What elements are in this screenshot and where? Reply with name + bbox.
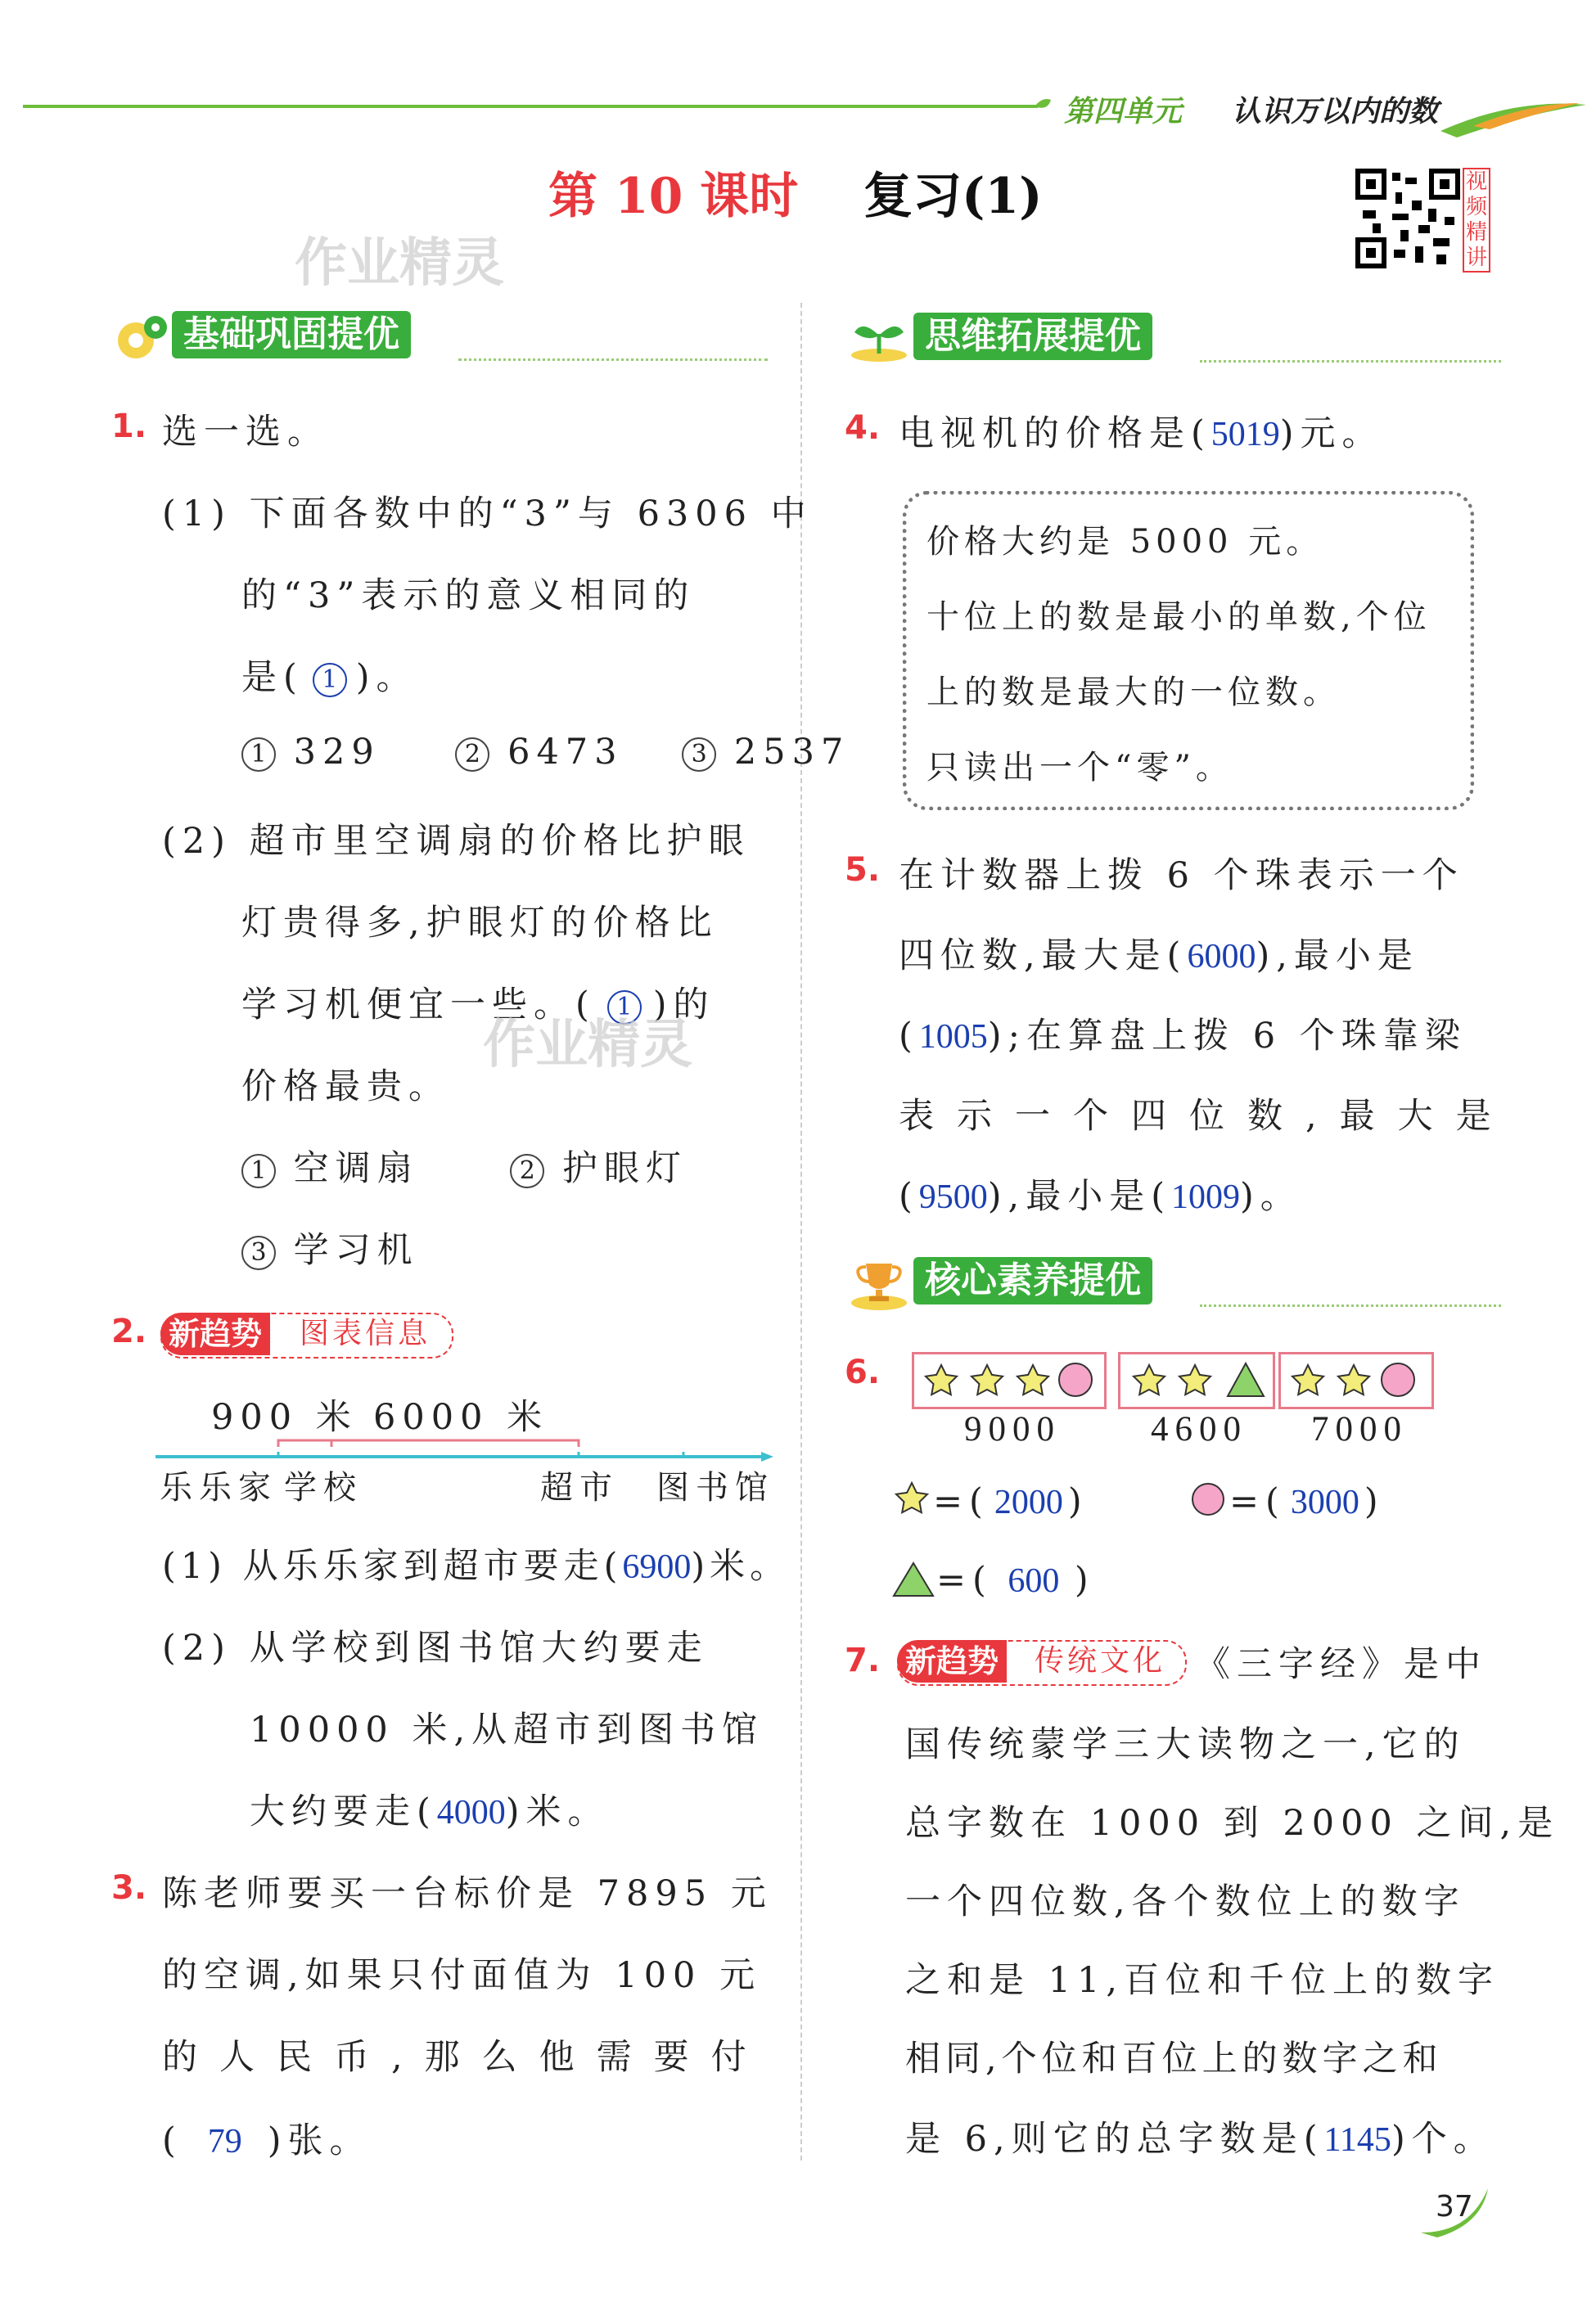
- distance-6000: 6000 米: [373, 1397, 549, 1438]
- q7-line6: 相同,个位和百位上的数字之和: [905, 2039, 1443, 2079]
- q6-sum-2: 4600: [1151, 1410, 1247, 1449]
- q4-hint-1: 价格大约是 5000 元。: [926, 523, 1324, 561]
- q7-line1: 《三字经》是中: [1195, 1644, 1487, 1685]
- q4-number: 4.: [845, 409, 881, 447]
- q6-circle-equation: =( 3000 ): [1229, 1481, 1385, 1522]
- gears-icon: [111, 309, 170, 363]
- q5-line5: (9500),最小是(1009)。: [899, 1176, 1302, 1217]
- q2-2-answer: 4000: [436, 1794, 506, 1832]
- q7-line3: 总字数在 1000 到 2000 之间,是: [905, 1803, 1560, 1844]
- q1-2-option3: 学习机: [293, 1230, 419, 1271]
- q2-tag-text: 图表信息: [300, 1317, 431, 1350]
- q4-answer: 5019: [1211, 416, 1280, 453]
- section-basic-underline: [458, 358, 768, 361]
- q1-1-line2: 的“3”表示的意义相同的: [241, 575, 696, 616]
- place-home: 乐乐家: [160, 1469, 277, 1507]
- swoosh-icon: [1440, 90, 1588, 139]
- q3-answer: 79: [207, 2123, 242, 2161]
- q1-1-option1: 329: [293, 732, 381, 773]
- q5-number: 5.: [845, 851, 881, 889]
- section-core-title: 核心素养提优: [913, 1257, 1152, 1304]
- q6-number: 6.: [845, 1354, 881, 1391]
- q6-star-equation: =( 2000 ): [933, 1481, 1089, 1522]
- q1-1-answer: 1: [313, 663, 347, 697]
- q2-tag: 新趋势: [160, 1313, 270, 1355]
- lesson-number: 第 10 课时: [548, 168, 799, 225]
- q3-line3: 的人民币,那么他需要付: [162, 2037, 769, 2078]
- unit-title: 认识万以内的数: [1232, 95, 1439, 128]
- q6-sum-1: 9000: [964, 1410, 1061, 1449]
- star-icon: [1134, 1365, 1165, 1395]
- q1-2-line3: 学习机便宜一些。( 1 )的: [241, 985, 715, 1025]
- q4-hint-2: 十位上的数是最小的单数,个位: [926, 598, 1431, 636]
- q7-line5: 之和是 11,百位和千位上的数字: [905, 1960, 1500, 2001]
- triangle-icon: [892, 1560, 935, 1599]
- star-icon: [1292, 1365, 1323, 1395]
- q4-hint-3: 上的数是最大的一位数。: [926, 674, 1341, 711]
- column-divider: [800, 303, 802, 2161]
- place-market: 超市: [540, 1469, 619, 1507]
- q5-answer-min-abacus: 1009: [1171, 1178, 1241, 1216]
- q4-line: 电视机的价格是(5019)元。: [899, 413, 1384, 454]
- q7-number: 7.: [845, 1642, 881, 1679]
- q1-1-options: 1 329 2 6473 3 2537: [241, 732, 850, 773]
- q6-circle-answer: 3000: [1290, 1484, 1359, 1521]
- circle-icon: [1059, 1363, 1092, 1396]
- q5-line2: 四位数,最大是(6000),最小是: [899, 935, 1419, 976]
- q1-2-line1: (2) 超市里空调扇的价格比护眼: [162, 821, 751, 862]
- q1-instruction: 选一选。: [162, 412, 329, 453]
- q5-answer-max-abacus: 9500: [918, 1178, 988, 1216]
- star-icon: [926, 1365, 957, 1395]
- watermark-top: 作业精灵: [295, 233, 504, 294]
- star-icon: [892, 1480, 931, 1519]
- q6-triangle-equation: =( 600 ): [936, 1560, 1095, 1601]
- q7-line2: 国传统蒙学三大读物之一,它的: [905, 1724, 1466, 1765]
- header-rule: [23, 105, 1038, 108]
- q1-number: 1.: [111, 408, 147, 445]
- q4-hint-4: 只读出一个“零”。: [926, 749, 1233, 786]
- q1-2-option1: 空调扇: [293, 1148, 419, 1189]
- circle-icon: [1382, 1363, 1414, 1396]
- q5-answer-min-counter: 1005: [918, 1018, 988, 1056]
- q2-2-line2: 10000 米,从超市到图书馆: [250, 1710, 764, 1751]
- q1-1-option3: 2537: [733, 732, 850, 773]
- q2-1: (1) 从乐乐家到超市要走(6900)米。: [162, 1546, 791, 1587]
- watermark-middle: 作业精灵: [483, 1015, 692, 1075]
- sprout-icon: [848, 311, 910, 365]
- star-icon: [972, 1365, 1003, 1395]
- star-icon: [1179, 1365, 1211, 1395]
- distance-900: 900 米: [211, 1397, 358, 1438]
- section-core-underline: [1200, 1304, 1501, 1307]
- place-school: 学校: [284, 1469, 363, 1507]
- unit-label: 第四单元: [1064, 95, 1183, 128]
- q7-line4: 一个四位数,各个数位上的数字: [905, 1881, 1466, 1922]
- q3-line1: 陈老师要买一台标价是 7895 元: [162, 1873, 773, 1914]
- page-number: 37: [1436, 2190, 1473, 2224]
- q7-tag-text: 传统文化: [1035, 1644, 1166, 1678]
- q1-2-option2: 护眼灯: [562, 1148, 688, 1189]
- q5-line4: 表示一个四位数,最大是: [899, 1096, 1514, 1137]
- place-library: 图书馆: [656, 1469, 774, 1507]
- q3-number: 3.: [111, 1869, 147, 1907]
- triangle-icon: [1228, 1363, 1264, 1396]
- section-thinking-title: 思维拓展提优: [913, 313, 1152, 360]
- star-icon: [1017, 1365, 1048, 1395]
- lesson-title: 复习(1): [863, 168, 1043, 225]
- q1-1-line1: (1) 下面各数中的“3”与 6306 中: [162, 493, 813, 534]
- q2-2-line1: (2) 从学校到图书馆大约要走: [162, 1628, 709, 1669]
- qr-video-label: 视频精讲: [1463, 168, 1490, 273]
- q1-2-line2: 灯贵得多,护眼灯的价格比: [241, 903, 719, 944]
- leaf-icon: [1033, 97, 1053, 116]
- q5-line1: 在计数器上拨 6 个珠表示一个: [899, 855, 1464, 896]
- q1-2-line4: 价格最贵。: [241, 1066, 450, 1107]
- q6-star-answer: 2000: [994, 1484, 1063, 1521]
- q6-triangle-answer: 600: [1008, 1562, 1060, 1600]
- q1-1-option2: 6473: [507, 732, 624, 773]
- q7-line7: 是 6,则它的总字数是(1145)个。: [905, 2119, 1495, 2160]
- q1-1-line3: 是( 1 )。: [241, 657, 418, 698]
- trophy-icon: [848, 1257, 910, 1313]
- q5-line3: (1005);在算盘上拨 6 个珠靠梁: [899, 1016, 1467, 1057]
- q5-answer-max-counter: 6000: [1187, 938, 1256, 976]
- q7-answer: 1145: [1323, 2121, 1391, 2159]
- q2-2-line3: 大约要走(4000)米。: [250, 1791, 610, 1832]
- route-diagram: [156, 1431, 778, 1463]
- q3-line4: ( 79 )张。: [162, 2120, 372, 2161]
- q3-line2: 的空调,如果只付面值为 100 元: [162, 1955, 762, 1996]
- q6-shapes: [912, 1352, 1436, 1409]
- circle-icon: [1188, 1481, 1228, 1517]
- q1-2-answer: 1: [607, 990, 642, 1025]
- q7-tag: 新趋势: [897, 1640, 1007, 1683]
- q1-2-options-row1: 1 空调扇 2 护眼灯: [241, 1141, 688, 1191]
- q6-sum-3: 7000: [1311, 1410, 1408, 1449]
- q1-2-options-row2: 3 学习机: [241, 1223, 419, 1273]
- q2-number: 2.: [111, 1313, 147, 1350]
- q2-1-answer: 6900: [622, 1548, 692, 1586]
- star-icon: [1338, 1365, 1369, 1395]
- section-basic-title: 基础巩固提优: [172, 311, 411, 358]
- section-thinking-underline: [1200, 360, 1501, 363]
- qr-code-icon[interactable]: [1355, 168, 1461, 270]
